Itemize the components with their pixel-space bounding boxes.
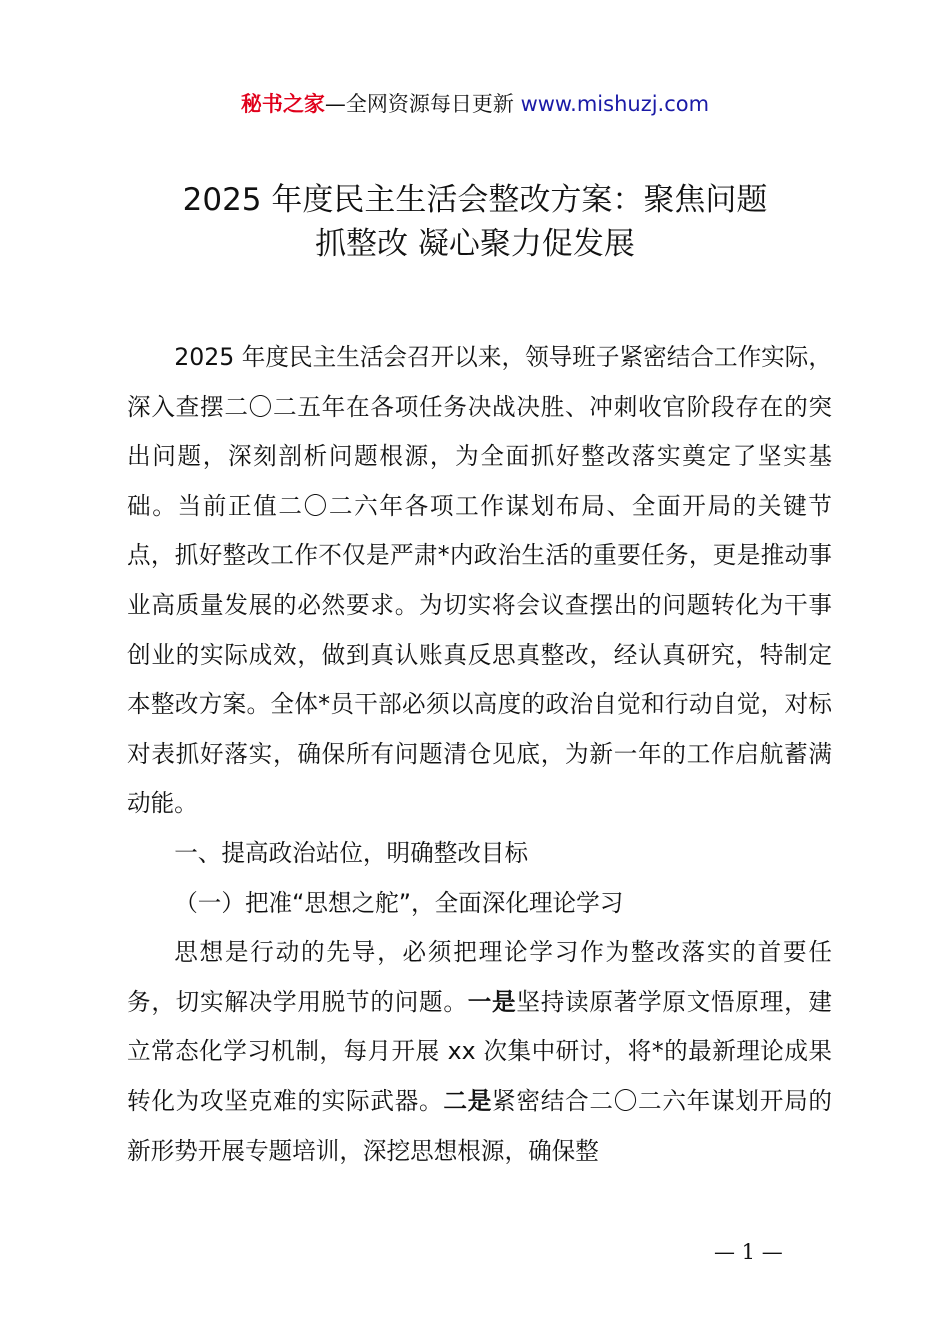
header-tagline: —全网资源每日更新 <box>324 92 521 116</box>
document-title <box>0 178 950 266</box>
site-header <box>0 88 950 120</box>
title-line-2: 抓整改 凝心聚力促发展 <box>315 226 635 262</box>
body-paragraph-2 <box>127 928 832 1176</box>
subsection-heading-1: （一）把准“思想之舵”，全面深化理论学习 <box>174 888 624 917</box>
para2-point-1-label: 一是 <box>467 987 517 1016</box>
para2-lead-text: 思想是行动的先导，必须把理论学习作为整改落实的首要任务，切实解决学用脱节的问题。 <box>127 938 832 1016</box>
site-url-link[interactable]: www.mishuzj.com <box>520 92 710 116</box>
title-line-1: 2025 年度民主生活会整改方案：聚焦问题 <box>182 182 768 218</box>
page-number: — 1 — <box>714 1240 783 1264</box>
para2-point-1-text: 坚持读原著学原文悟原理，建立常态化学习机制，每月开展 xx 次集中研讨，将*的最新理论成果转化为攻坚克难的实际武器。 <box>127 987 832 1115</box>
document-body <box>127 333 832 1176</box>
intro-paragraph: 2025 年度民主生活会召开以来，领导班子紧密结合工作实际，深入查摆二〇二五年在各项任务决战决胜、冲刺收官阶段存在的突出问题，深刻剖析问题根源，为全面抓好整改落实奠定了坚实基础。当前正值二〇二六年各项工作谋划布局、全面开局的关键节点，抓好整改工作不仅是严肃*内政治生活的重要任务，更是推动事业高质量发展的必然要求。为切实将会议查摆出的问题转化为干事创业的实际成效，做到真认账真反思真整改，经认真研究，特制定本整改方案。全体*员干部必须以高度的政治自觉和行动自觉，对标对表抓好落实，确保所有问题清仓见底，为新一年的工作启航蓄满动能。 <box>127 343 832 818</box>
para2-point-2-text: 紧密结合二〇二六年谋划开局的新形势开展专题培训，深挖思想根源，确保整 <box>127 1086 833 1165</box>
para2-point-2-label: 二是 <box>443 1086 493 1115</box>
section-heading-1: 一、提高政治站位，明确整改目标 <box>174 838 529 867</box>
brand-name: 秘书之家 <box>240 92 325 116</box>
